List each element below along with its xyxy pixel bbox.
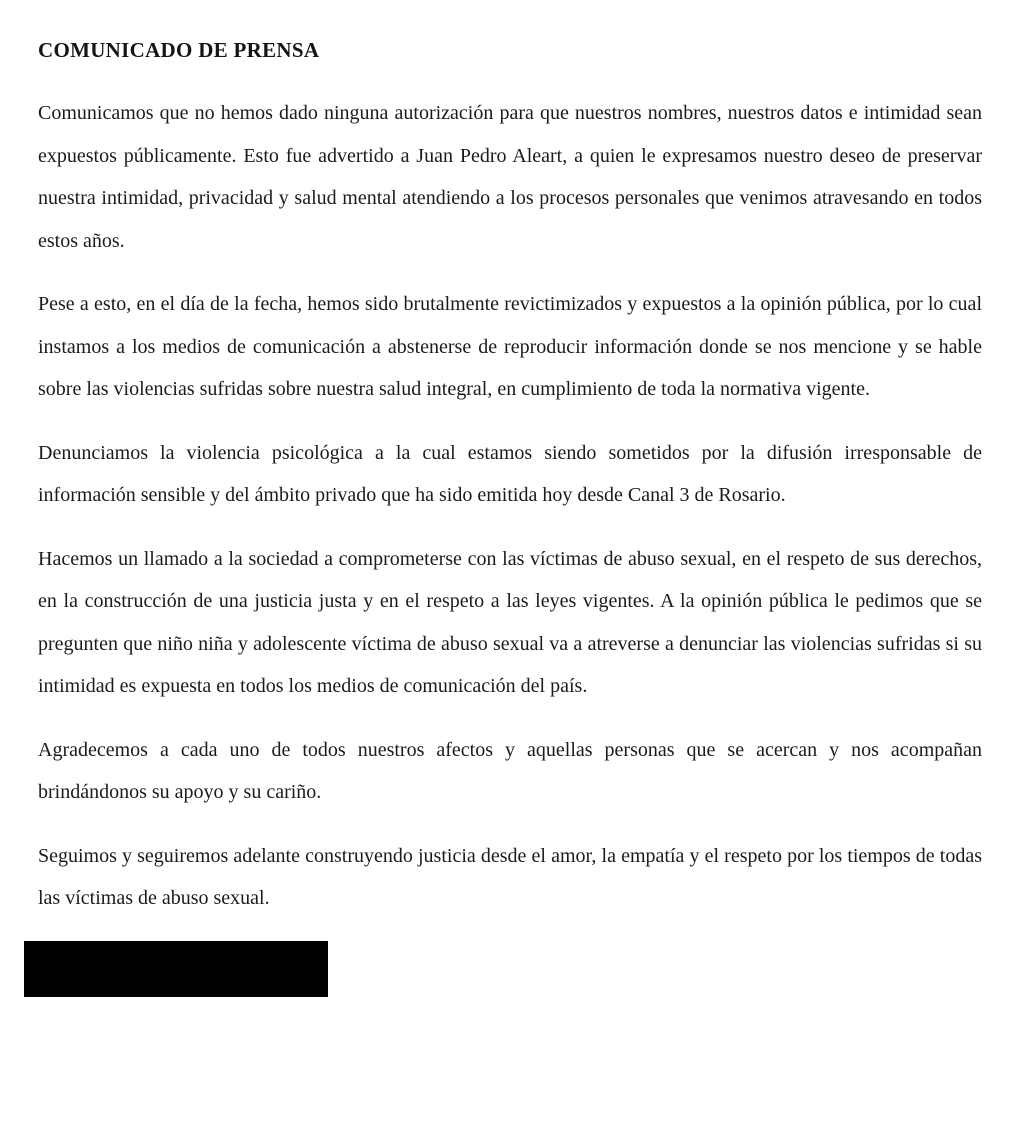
paragraph-closing: Seguimos y seguiremos adelante construyendo justicia desde el amor, la empatía y el respeto por los tiempos de todas las víctimas de abuso sexual. bbox=[38, 844, 982, 909]
paragraph-revictimization: Pese a esto, en el día de la fecha, hemos sido brutalmente revictimizados y expuestos a la opinión pública, por lo cual instamos a los medios de comunicación a abstenerse de reproducir información donde se nos mencione y se hable sobre las violencias sufridas sobre nuestra salud integral, en cumplimiento de toda la normativa vigente. bbox=[38, 293, 982, 400]
paragraph-call-to-society: Hacemos un llamado a la sociedad a comprometerse con las víctimas de abuso sexual, en el respeto de sus derechos, en la construcción de una justicia justa y en el respeto a las leyes vigentes. A la opinión pública le pedimos que se pregunten que niño niña y adolescente víctima de abuso sexual va a atreverse a denunciar las violencias sufridas si su intimidad es expuesta en todos los medios de comunicación del país. bbox=[38, 547, 982, 697]
paragraph-denunciation: Denunciamos la violencia psicológica a la cual estamos siendo sometidos por la difusión irresponsable de información sensible y del ámbito privado que ha sido emitida hoy desde Canal 3 de Rosario. bbox=[38, 441, 982, 506]
paragraph-authorization: Comunicamos que no hemos dado ninguna autorización para que nuestros nombres, nuestros datos e intimidad sean expuestos públicamente. Esto fue advertido a Juan Pedro Aleart, a quien le expresamos nuestro deseo de preservar nuestra intimidad, privacidad y salud mental atendiendo a los procesos personales que venimos atravesando en todos estos años. bbox=[38, 102, 982, 252]
document-title: COMUNICADO DE PRENSA bbox=[38, 38, 320, 62]
paragraph-gratitude: Agradecemos a cada uno de todos nuestros afectos y aquellas personas que se acercan y nos acompañan brindándonos su apoyo y su cariño. bbox=[38, 738, 982, 803]
redacted-signature-block bbox=[24, 941, 328, 997]
